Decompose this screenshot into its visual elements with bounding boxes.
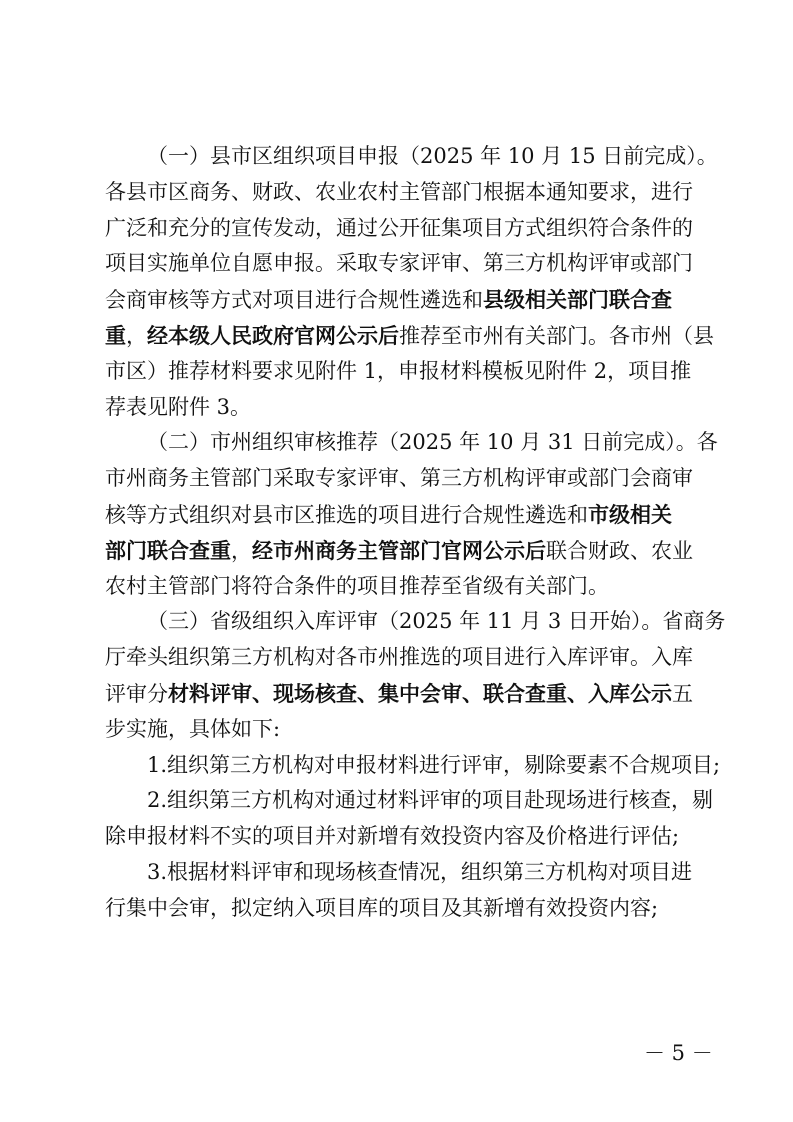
text-line	[105, 569, 695, 605]
text-line	[105, 748, 721, 784]
paragraph	[105, 139, 718, 425]
text-line	[105, 604, 726, 640]
document-body	[105, 139, 726, 927]
bold-text-run: 经市州商务主管部门官网公示后	[252, 537, 546, 563]
text-run: 项目实施单位自愿申报。采取专家评审、第三方机构评审或部门	[105, 251, 693, 276]
text-line	[105, 533, 695, 569]
text-line	[105, 318, 714, 354]
text-line	[105, 461, 695, 497]
text-run: 会商审核等方式对项目进行合规性遴选和	[105, 288, 483, 313]
text-run: 核等方式组织对县市区推选的项目进行合规性遴选和	[105, 502, 588, 527]
text-run: 2.组织第三方机构对通过材料评审的项目赴现场进行核查，剔	[147, 788, 714, 813]
text-run: （二）市州组织审核推荐（2025 年 10 月 31 日前完成）。各	[147, 430, 718, 455]
text-line	[105, 390, 695, 426]
bold-text-run: 重	[105, 322, 126, 348]
text-run: 市区）推荐材料要求见附件 1，申报材料模板见附件 2，项目推	[105, 358, 692, 383]
text-line	[105, 246, 695, 282]
text-run: 五	[672, 681, 693, 706]
paragraph	[105, 425, 718, 604]
text-run: 各县市区商务、财政、农业农村主管部门根据本通知要求，进行	[105, 179, 693, 204]
text-line	[105, 497, 695, 533]
text-run: 除申报材料不实的项目并对新增有效投资内容及价格进行评估;	[105, 824, 680, 849]
text-run: 联合财政、农业	[546, 538, 693, 563]
bold-text-run: 部门联合查重	[105, 537, 231, 563]
bold-text-run: 经本级人民政府官网公示后	[147, 322, 399, 348]
text-run: 市州商务主管部门采取专家评审、第三方机构评审或部门会商审	[105, 466, 693, 491]
text-run: 步实施，具体如下:	[105, 716, 281, 741]
text-line	[105, 211, 695, 247]
text-line	[105, 139, 718, 175]
text-run: 农村主管部门将符合条件的项目推荐至省级有关部门。	[105, 573, 609, 598]
text-run: 推荐至市州有关部门。各市州（县	[399, 323, 714, 348]
text-run: 行集中会审，拟定纳入项目库的项目及其新增有效投资内容;	[105, 895, 659, 920]
text-run: 3.根据材料评审和现场核查情况，组织第三方机构对项目进	[147, 859, 693, 884]
text-run: ，	[231, 538, 252, 563]
text-line	[105, 712, 695, 748]
text-run: 厅牵头组织第三方机构对各市州推选的项目进行入库评审。入库	[105, 645, 693, 670]
text-line	[105, 354, 695, 390]
paragraph	[105, 783, 714, 855]
page-number: － 5 －	[644, 1041, 713, 1065]
text-line	[105, 640, 695, 676]
paragraph	[105, 604, 726, 747]
bold-text-run: 材料评审、现场核查、集中会审、联合查重、入库公示	[168, 680, 672, 706]
text-line	[105, 891, 695, 927]
text-run: 荐表见附件 3。	[105, 394, 252, 419]
paragraph	[105, 855, 695, 927]
bold-text-run: 市级相关	[588, 501, 672, 527]
text-line	[105, 282, 695, 318]
text-line	[105, 855, 695, 891]
paragraph	[105, 748, 721, 784]
text-run: ，	[126, 323, 147, 348]
text-line	[105, 175, 695, 211]
text-line	[105, 676, 695, 712]
text-line	[105, 425, 718, 461]
text-line	[105, 783, 714, 819]
text-run: （三）省级组织入库评审（2025 年 11 月 3 日开始）。省商务	[147, 609, 726, 634]
text-run: （一）县市区组织项目申报（2025 年 10 月 15 日前完成）。	[147, 144, 718, 168]
text-run: 广泛和充分的宣传发动，通过公开征集项目方式组织符合条件的	[105, 215, 693, 240]
text-line	[105, 819, 695, 855]
text-run: 评审分	[105, 681, 168, 706]
bold-text-run: 县级相关部门联合查	[483, 287, 672, 313]
text-run: 1.组织第三方机构对申报材料进行评审，剔除要素不合规项目;	[147, 752, 721, 777]
